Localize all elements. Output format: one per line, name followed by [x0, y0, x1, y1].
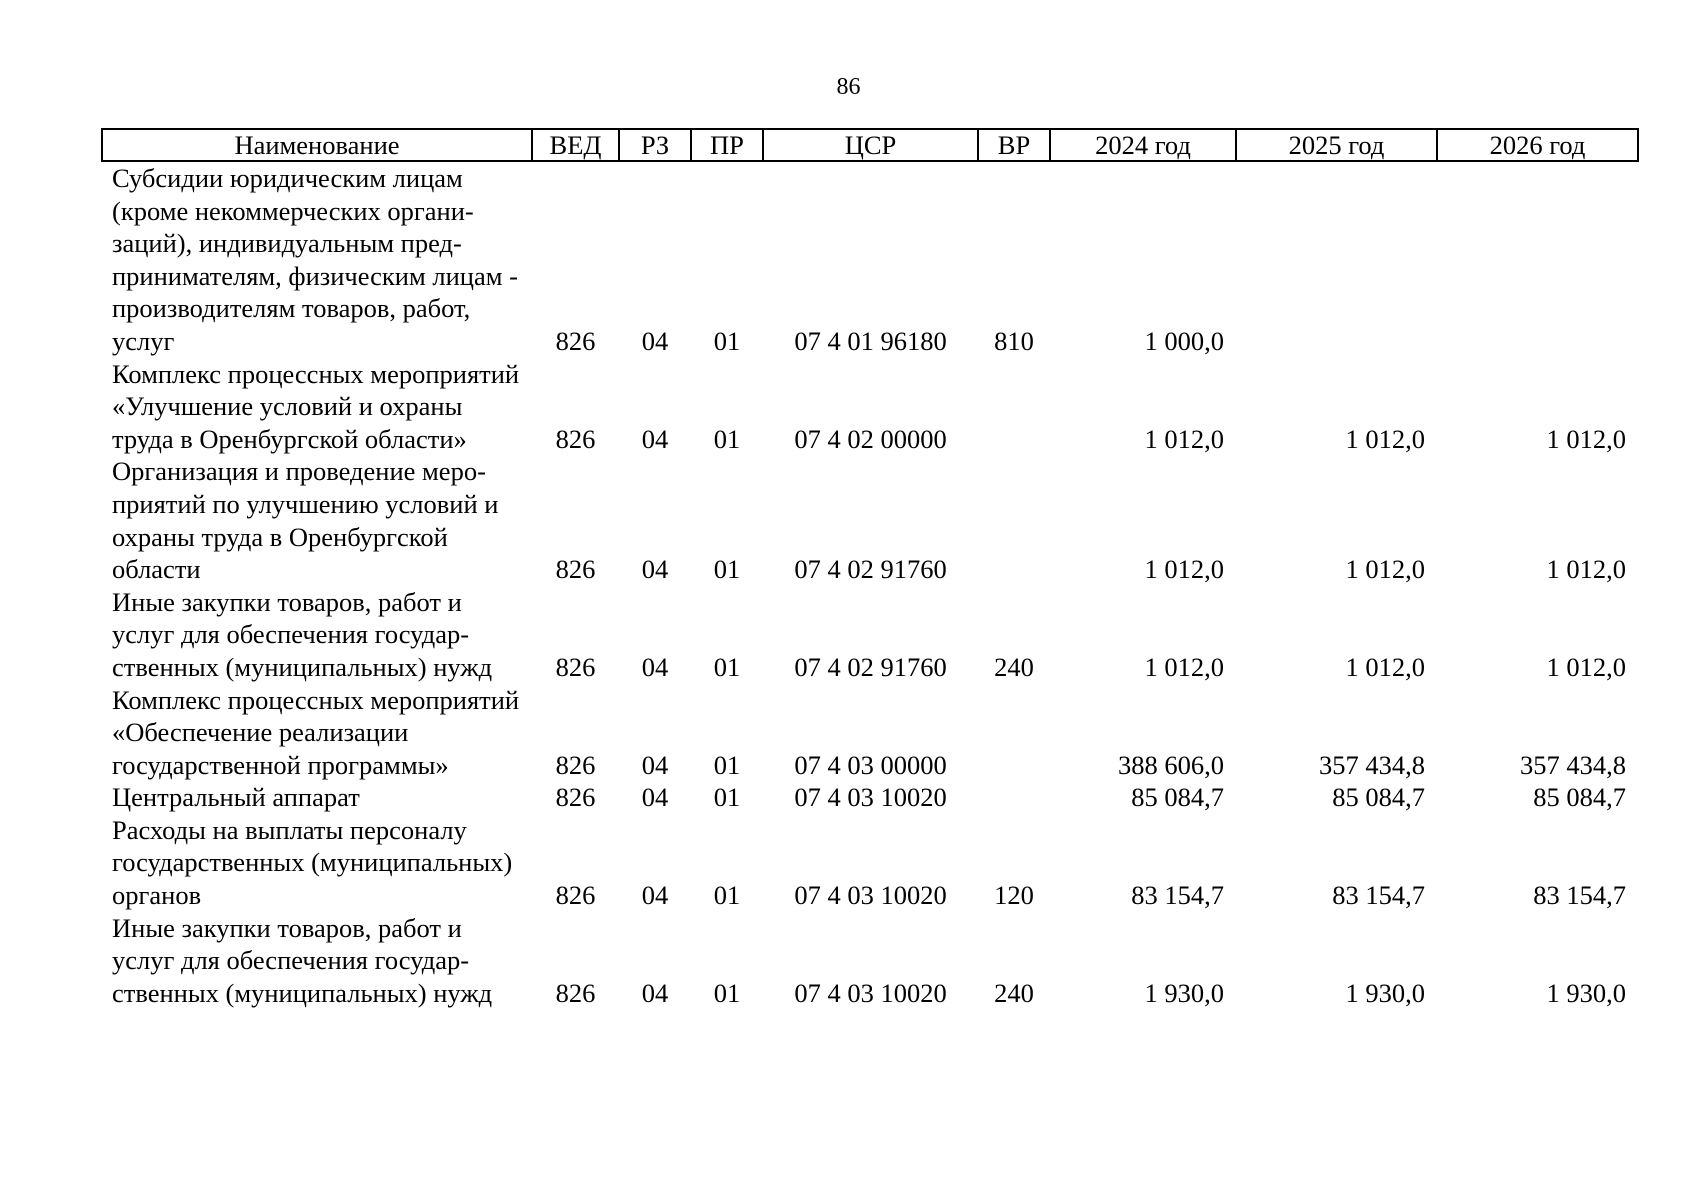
cell-rz: 04	[641, 880, 669, 911]
cell-name: Комплекс процессных мероприятий «Улучшение условий и охраны труда в Оренбургской области»	[112, 358, 520, 454]
cell-rz: 04	[641, 749, 669, 780]
cell-2025: 1 012,0	[1345, 554, 1425, 585]
table-row	[102, 358, 1638, 456]
cell-2025: 1 012,0	[1345, 651, 1425, 682]
cell-pr: 01	[713, 782, 741, 813]
header-rz: РЗ	[619, 129, 691, 161]
cell-pr: 01	[713, 749, 741, 780]
table-header	[102, 129, 1638, 161]
cell-csr: 07 4 03 00000	[794, 749, 947, 780]
cell-rz: 04	[641, 782, 669, 813]
cell-vr	[978, 781, 1050, 814]
cell-2024: 1 012,0	[1144, 423, 1224, 454]
header-ved: ВЕД	[532, 129, 619, 161]
cell-csr: 07 4 02 91760	[794, 651, 947, 682]
cell-csr: 07 4 03 10020	[794, 977, 947, 1008]
table-row	[102, 586, 1638, 684]
cell-ved: 826	[555, 782, 596, 813]
cell-ved: 826	[555, 554, 596, 585]
header-2024: 2024 год	[1050, 129, 1236, 161]
table-row	[102, 814, 1638, 912]
cell-name: Организация и проведение мероприятий по улучшению условий и охраны труда в Оренбургской области	[112, 456, 499, 585]
cell-vr: 240	[994, 977, 1034, 1008]
cell-vr	[978, 358, 1050, 456]
cell-csr: 07 4 01 96180	[794, 325, 947, 356]
cell-2024: 1 930,0	[1144, 977, 1224, 1008]
cell-2024: 83 154,7	[1131, 880, 1224, 911]
cell-ved: 826	[555, 880, 596, 911]
header-csr: ЦСР	[763, 129, 978, 161]
cell-2026: 1 012,0	[1546, 554, 1626, 585]
cell-2024: 1 012,0	[1144, 651, 1224, 682]
cell-name: Субсидии юридическим лицам (кроме некоммерческих организаций), индивидуальным предпринимателям, физическим лицам - производителям товаров, работ, услуг	[112, 163, 518, 356]
cell-2024: 388 606,0	[1118, 749, 1224, 780]
cell-2025: 85 084,7	[1332, 782, 1425, 813]
header-2025: 2025 год	[1236, 129, 1437, 161]
cell-vr	[978, 455, 1050, 585]
cell-rz: 04	[641, 977, 669, 1008]
table-body	[102, 161, 1638, 1009]
cell-ved: 826	[555, 651, 596, 682]
cell-2025: 83 154,7	[1332, 880, 1425, 911]
cell-pr: 01	[713, 554, 741, 585]
cell-rz: 04	[641, 325, 669, 356]
cell-pr: 01	[713, 423, 741, 454]
cell-name: Комплекс процессных мероприятий «Обеспечение реализации государственной программы»	[112, 684, 520, 780]
cell-vr	[978, 684, 1050, 782]
cell-2025	[1236, 161, 1437, 358]
cell-ved: 826	[555, 325, 596, 356]
cell-pr: 01	[713, 651, 741, 682]
cell-vr: 120	[994, 880, 1034, 911]
cell-csr: 07 4 03 10020	[794, 782, 947, 813]
cell-rz: 04	[641, 554, 669, 585]
cell-rz: 04	[641, 423, 669, 454]
page-number: 86	[836, 74, 861, 100]
cell-csr: 07 4 02 00000	[794, 423, 947, 454]
cell-ved: 826	[555, 749, 596, 780]
cell-name: Иные закупки товаров, работ и услуг для обеспечения государственных (муниципальных) нужд	[112, 912, 493, 1008]
cell-pr: 01	[713, 325, 741, 356]
cell-2026	[1437, 161, 1638, 358]
cell-rz: 04	[641, 651, 669, 682]
header-name: Наименование	[102, 129, 532, 161]
cell-2026: 1 012,0	[1546, 423, 1626, 454]
cell-2025: 1 930,0	[1345, 977, 1425, 1008]
cell-2026: 357 434,8	[1520, 749, 1626, 780]
cell-2026: 1 930,0	[1546, 977, 1626, 1008]
header-2026: 2026 год	[1437, 129, 1638, 161]
cell-2025: 1 012,0	[1345, 423, 1425, 454]
cell-ved: 826	[555, 423, 596, 454]
cell-name: Расходы на выплаты персоналу государственных (муниципальных) органов	[112, 814, 513, 911]
table-row	[102, 455, 1638, 585]
cell-2024: 1 012,0	[1144, 554, 1224, 585]
table-row	[102, 912, 1638, 1010]
cell-name: Центральный аппарат	[112, 782, 360, 813]
cell-pr: 01	[713, 880, 741, 911]
table-row	[102, 161, 1638, 358]
cell-ved: 826	[555, 977, 596, 1008]
cell-pr: 01	[713, 977, 741, 1008]
table-row	[102, 684, 1638, 782]
cell-csr: 07 4 02 91760	[794, 554, 947, 585]
cell-vr: 810	[994, 325, 1034, 356]
cell-2024: 1 000,0	[1144, 325, 1224, 356]
header-row	[102, 129, 1638, 161]
header-pr: ПР	[691, 129, 763, 161]
cell-2026: 85 084,7	[1533, 782, 1626, 813]
cell-vr: 240	[994, 651, 1034, 682]
cell-csr: 07 4 03 10020	[794, 880, 947, 911]
cell-2024: 85 084,7	[1131, 782, 1224, 813]
cell-name: Иные закупки товаров, работ и услуг для обеспечения государственных (муниципальных) нужд	[112, 586, 493, 682]
cell-2026: 1 012,0	[1546, 651, 1626, 682]
table-row	[102, 781, 1638, 814]
cell-2026: 83 154,7	[1533, 880, 1626, 911]
header-vr: ВР	[978, 129, 1050, 161]
cell-2025: 357 434,8	[1319, 749, 1425, 780]
budget-table	[101, 128, 1639, 1009]
